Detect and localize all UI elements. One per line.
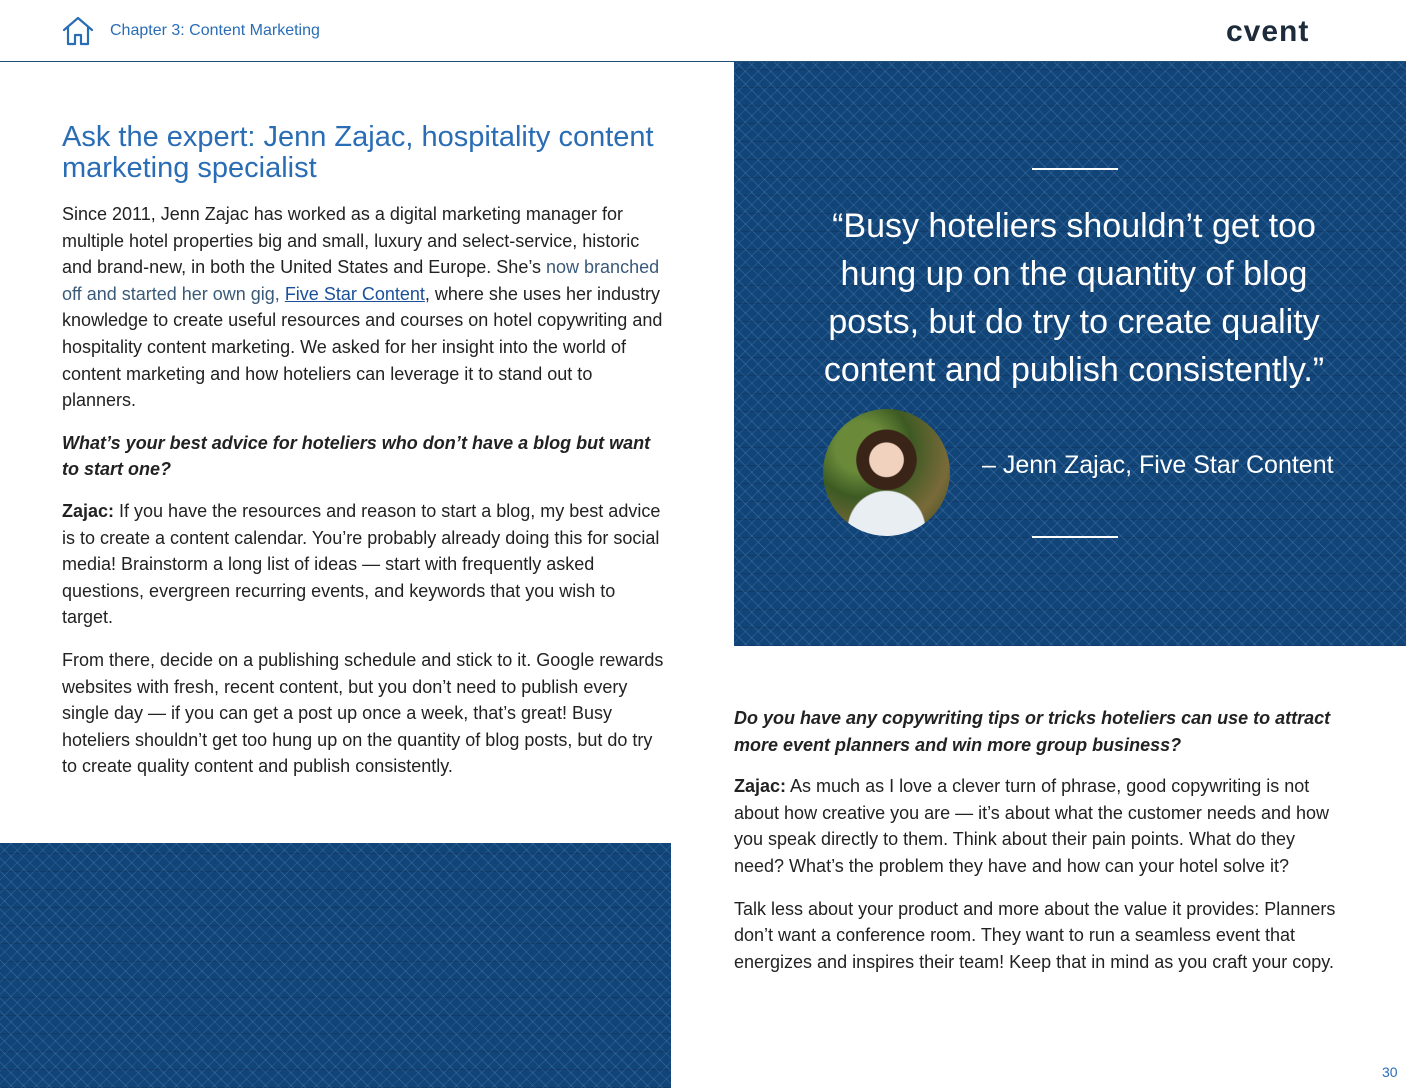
- intro-text-end: , where she uses her industry knowledge to create useful resources and courses on hotel copywriting and hospitality content marketing. We asked for her insight into the world of content marketing and how hoteliers can leverage it to stand out to planners.: [62, 283, 663, 411]
- answer-2: [734, 773, 1344, 879]
- page-header: [0, 0, 1406, 62]
- article-left-column: [62, 122, 667, 780]
- chapter-breadcrumb[interactable]: Chapter 3: Content Marketing: [110, 22, 320, 39]
- speaker-label: Zajac:: [734, 776, 787, 797]
- page-number: 30: [1382, 1064, 1398, 1080]
- quote-attribution: – Jenn Zajac, Five Star Content: [982, 451, 1334, 479]
- speaker-label: Zajac:: [62, 500, 115, 521]
- intro-text-blue: now branched off and started her own gig,: [62, 257, 660, 304]
- answer-1-text: If you have the resources and reason to start a blog, my best advice is to create a content calendar. You’re probably already doing this for social media! Brainstorm a long list of ideas — start with frequently asked questions, evergreen recurring events, and keywords that you wish to target.: [62, 500, 661, 628]
- cvent-logo: cvent: [1226, 15, 1310, 48]
- pull-quote-text: “Busy hoteliers shouldn’t get too hung up on the quantity of blog posts, but do try to create quality content and publish consistently.”: [823, 207, 1325, 389]
- answer-1-continued: From there, decide on a publishing schedule and stick to it. Google rewards websites with fresh, recent content, but you don’t need to publish every single day — if you can get a post up once a week, that’s great! Busy hoteliers shouldn’t get too hung up on the quantity of blog posts, but do try to create quality content and publish consistently.: [62, 649, 664, 777]
- top-divider: [1032, 168, 1118, 170]
- question-1: What’s your best advice for hoteliers who don’t have a blog but want to start one?: [62, 432, 651, 480]
- answer-1: [62, 498, 667, 631]
- avatar: [823, 409, 950, 536]
- article-right-column: [734, 705, 1344, 975]
- intro-text-start: Since 2011, Jenn Zajac has worked as a digital marketing manager for multiple hotel properties big and small, luxury and select-service, historic and brand-new, in both the United States and Europe. She’s: [62, 204, 640, 278]
- home-icon[interactable]: [62, 16, 94, 46]
- intro-paragraph: [62, 201, 667, 414]
- decorative-pattern-panel: [0, 843, 671, 1088]
- pull-quote-panel: [734, 62, 1406, 646]
- answer-2-text: As much as I love a clever turn of phrase, good copywriting is not about how creative you are — it’s about what the customer needs and how you speak directly to them. Think about their pain points. What do they need? What’s the problem they have and how can your hotel solve it?: [734, 776, 1330, 876]
- answer-2-continued: Talk less about your product and more about the value it provides: Planners don’t want a conference room. They want to run a seamless event that energizes and inspires their team! Keep that in mind as you craft your copy.: [734, 898, 1336, 972]
- article-title: Ask the expert: Jenn Zajac, hospitality content marketing specialist: [62, 121, 654, 184]
- five-star-content-link[interactable]: Five Star Content: [284, 283, 425, 304]
- question-2: Do you have any copywriting tips or tricks hoteliers can use to attract more event planners and win more group business?: [734, 708, 1331, 755]
- bottom-divider: [1032, 536, 1118, 538]
